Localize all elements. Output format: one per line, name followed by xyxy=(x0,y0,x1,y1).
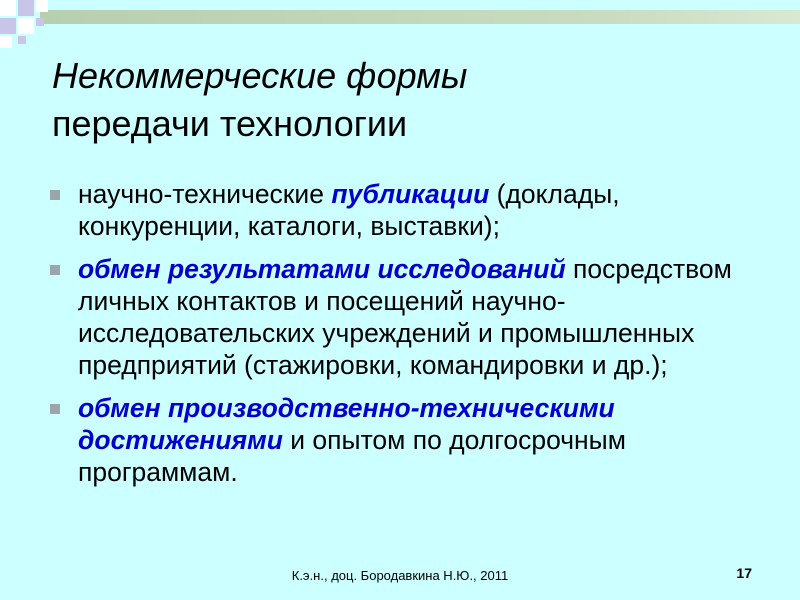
deco-square xyxy=(36,0,48,12)
deco-square xyxy=(18,36,26,44)
bullet-emphasis: публикации xyxy=(331,179,490,209)
bullet-emphasis: обмен производственно-техническими достижениями xyxy=(78,393,615,455)
bullet-text: (доклады, конкуренции, каталоги, выставки); xyxy=(78,179,620,241)
header-bar xyxy=(40,10,800,24)
list-item xyxy=(48,178,748,242)
list-item xyxy=(48,392,748,488)
slide-title xyxy=(52,52,752,148)
bullet-emphasis: обмен результатами исследований xyxy=(78,254,566,284)
deco-square xyxy=(0,18,16,34)
footer-author: К.э.н., доц. Бородавкина Н.Ю., 2011 xyxy=(291,568,509,583)
deco-square xyxy=(18,18,34,34)
decorative-header-bar xyxy=(0,0,800,50)
bullet-square-icon xyxy=(50,190,60,200)
bullet-square-icon xyxy=(50,404,60,414)
deco-square xyxy=(18,0,34,16)
bullet-text: научно-технические xyxy=(78,179,332,209)
page-number: 17 xyxy=(736,565,752,581)
list-item xyxy=(48,253,748,381)
bullet-text: и опытом по долгосрочным программам. xyxy=(78,425,626,487)
bullet-text: посредством личных контактов и посещений научно-исследовательских учреждений и промышленных предприятий (стажировки, командировки и др.); xyxy=(78,254,732,380)
title-line-1: Некоммерческие формы xyxy=(52,55,468,96)
bullet-list xyxy=(48,178,748,499)
title-line-2: передачи технологии xyxy=(52,103,408,144)
bullet-square-icon xyxy=(50,265,60,275)
deco-square xyxy=(36,18,44,26)
deco-square xyxy=(0,36,12,48)
deco-square xyxy=(0,0,16,16)
